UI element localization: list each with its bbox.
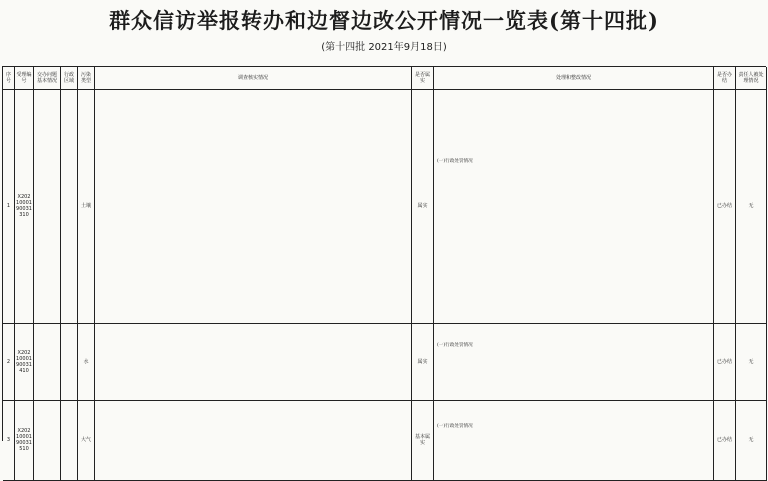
row-accountability: 无 [736, 323, 767, 400]
header-handling: 处理和整改情况 [434, 67, 714, 89]
batch-date-subtitle: (第十四批 2021年9月18日) [321, 42, 447, 53]
row-region [61, 400, 78, 480]
row-code: X2021000190031510 [15, 400, 34, 480]
row-code: X2021000190031310 [15, 89, 34, 323]
row-handling-text [434, 323, 714, 400]
row-issue [34, 89, 61, 323]
row-pollution-type: 土壤 [78, 89, 95, 323]
petition-table [2, 66, 766, 452]
header-pollution-type: 污染类型 [78, 67, 95, 89]
table-row [3, 323, 767, 401]
header-completed: 是否办结 [714, 67, 736, 89]
row-region [61, 89, 78, 323]
row-index: 3 [3, 400, 15, 480]
header-region: 行政区域 [61, 67, 78, 89]
row-investigation-text [95, 400, 412, 480]
row-index: 1 [3, 89, 15, 323]
header-verified: 是否属实 [412, 67, 434, 89]
row-completed: 已办结 [714, 89, 736, 323]
header-investigation: 调查核实情况 [95, 67, 412, 89]
row-completed: 已办结 [714, 323, 736, 400]
page-title: 群众信访举报转办和边督边改公开情况一览表(第十四批) [109, 8, 659, 33]
row-pollution-type: 水 [78, 323, 95, 400]
row-pollution-type: 大气 [78, 400, 95, 480]
row-handling-text [434, 89, 714, 323]
row-accountability: 无 [736, 400, 767, 480]
row-handling-text [434, 400, 714, 480]
row-completed: 已办结 [714, 400, 736, 480]
row-handling-label: (一)行政处罚情况 [437, 159, 473, 164]
row-verified: 属实 [412, 89, 434, 323]
row-accountability: 无 [736, 89, 767, 323]
row-handling-label: (一)行政处罚情况 [437, 343, 473, 348]
row-verified: 属实 [412, 323, 434, 400]
row-region [61, 323, 78, 400]
table-row [3, 400, 767, 481]
header-index: 序号 [3, 67, 15, 89]
row-investigation-text [95, 89, 412, 323]
table-row [3, 89, 767, 324]
header-code: 受理编号 [15, 67, 34, 89]
header-accountability: 责任人被处理情况 [736, 67, 767, 89]
row-issue [34, 400, 61, 480]
row-code: X2021000190031410 [15, 323, 34, 400]
row-handling-label: (一)行政处罚情况 [437, 424, 473, 429]
header-issue: 交办问题基本情况 [34, 67, 61, 89]
row-index: 2 [3, 323, 15, 400]
row-verified: 基本属实 [412, 400, 434, 480]
row-investigation-text [95, 323, 412, 400]
table-header-row [3, 67, 767, 90]
row-issue [34, 323, 61, 400]
